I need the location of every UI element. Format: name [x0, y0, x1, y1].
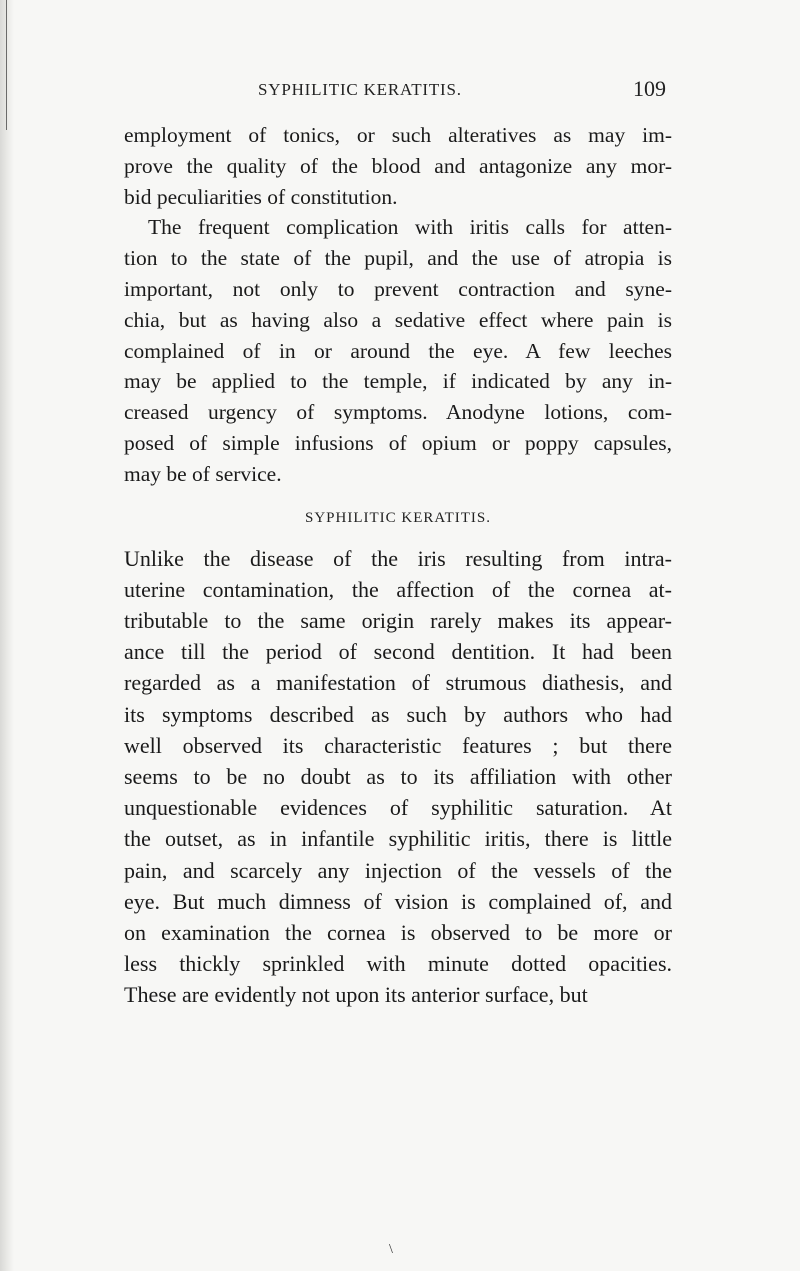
text-line: less thickly sprinkled with minute dotted opacities. — [124, 951, 672, 977]
text-line: complained of in or around the eye. A few leeches — [124, 338, 672, 363]
text-line: the outset, as in infantile syphilitic iritis, there is little — [124, 826, 672, 852]
text-line: tion to the state of the pupil, and the use of atropia is — [124, 246, 672, 271]
paragraphs-before — [124, 120, 672, 490]
text-line: its symptoms described as such by authors who had — [124, 701, 672, 727]
text-line: uterine contamination, the affection of the cornea at- — [124, 576, 672, 602]
text-line: chia, but as having also a sedative effect where pain is — [124, 307, 672, 332]
text-line: important, not only to prevent contraction and syne- — [124, 276, 672, 301]
page-number: 109 — [633, 76, 666, 101]
running-head: SYPHILITIC KERATITIS. — [258, 80, 462, 99]
paragraph — [124, 120, 672, 212]
text-line: ance till the period of second dentition. It had been — [124, 639, 672, 665]
section-body — [124, 543, 672, 1011]
text-line: well observed its characteristic features ; but there — [124, 732, 672, 758]
text-block — [124, 120, 672, 1011]
text-line: pain, and scarcely any injection of the vessels of the — [124, 857, 672, 883]
text-line: posed of simple infusions of opium or poppy capsules, — [124, 430, 672, 455]
binding-line — [6, 0, 7, 130]
text-line: Unlike the disease of the iris resulting from intra- — [124, 545, 672, 571]
text-line: on examination the cornea is observed to be more or — [124, 920, 672, 945]
text-line: employment of tonics, or such alteratives as may im- — [124, 123, 672, 147]
text-line: may be applied to the temple, if indicated by any in- — [124, 369, 672, 394]
text-line: seems to be no doubt as to its affiliation with other — [124, 763, 672, 789]
text-line: The frequent complication with iritis calls for atten- — [148, 215, 672, 240]
text-line: regarded as a manifestation of strumous diathesis, and — [124, 670, 672, 696]
text-line: prove the quality of the blood and antagonize any mor- — [124, 153, 672, 178]
text-line: bid peculiarities of constitution. — [124, 184, 398, 209]
text-line: eye. But much dimness of vision is complained of, and — [124, 888, 672, 914]
binding-shadow — [0, 0, 14, 1271]
text-line: unquestionable evidences of syphilitic saturation. At — [124, 795, 672, 821]
text-line: creased urgency of symptoms. Anodyne lotions, com- — [124, 400, 672, 425]
text-line: These are evidently not upon its anterior surface, but — [124, 982, 588, 1008]
stray-mark: \ — [389, 1242, 393, 1257]
paragraph — [124, 543, 672, 1011]
paragraph — [124, 212, 672, 489]
text-line: may be of service. — [124, 461, 282, 486]
section-heading: SYPHILITIC KERATITIS. — [305, 509, 491, 526]
text-line: tributable to the same origin rarely makes its appear- — [124, 607, 672, 633]
